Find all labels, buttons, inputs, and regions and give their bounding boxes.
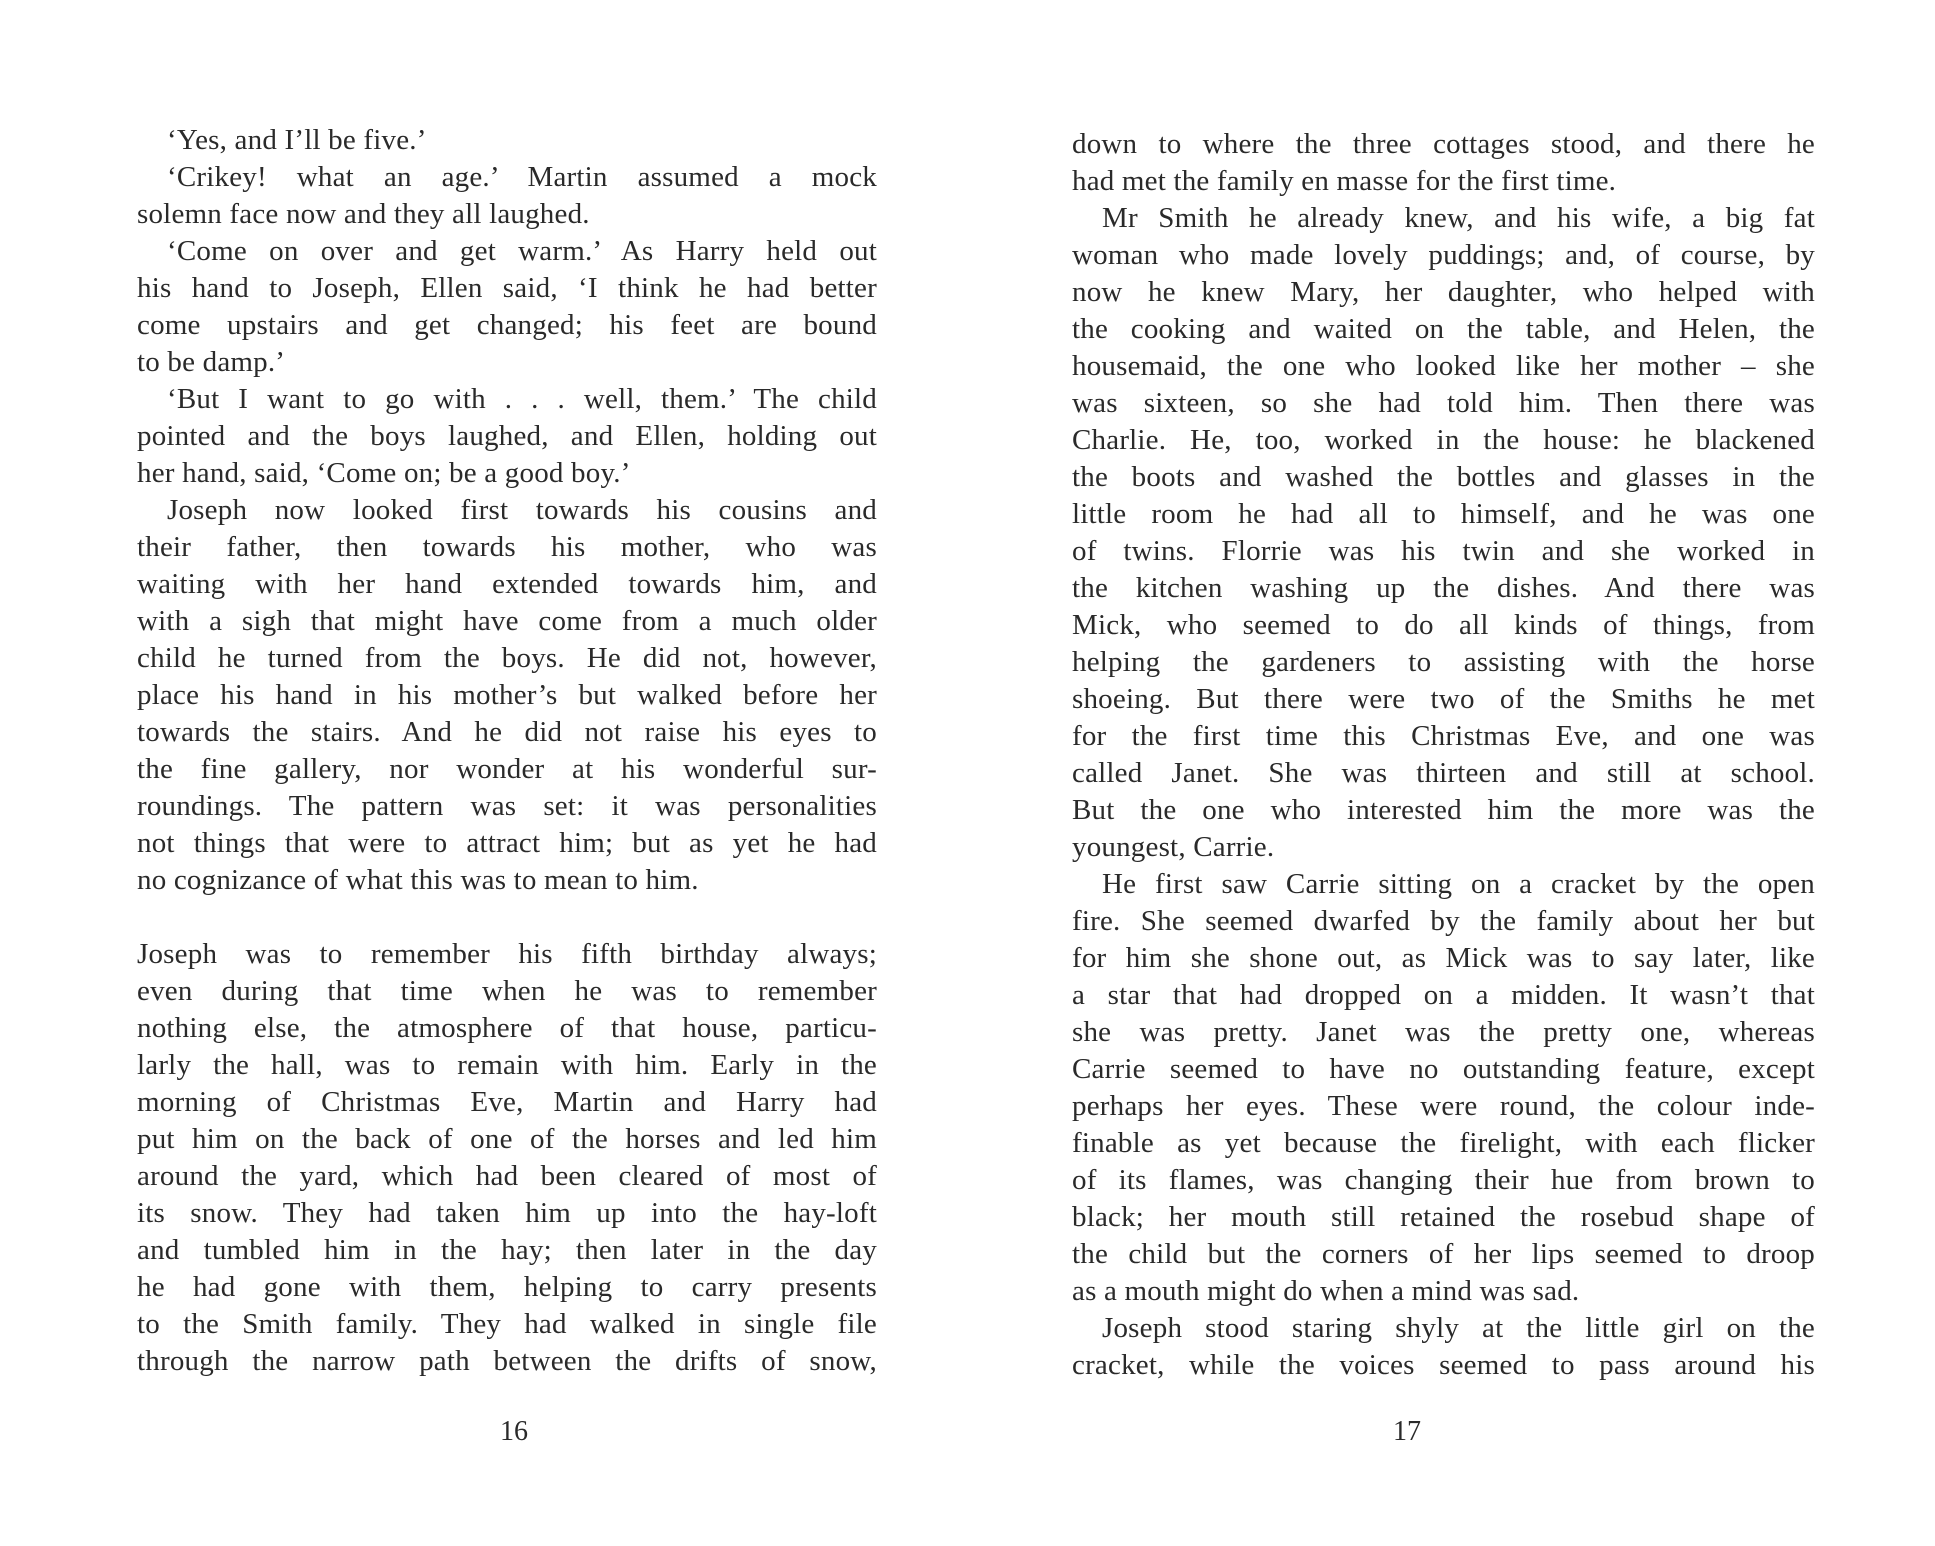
text-line: larly the hall, was to remain with him. Early in the xyxy=(137,1049,877,1081)
text-line: of twins. Florrie was his twin and she worked in xyxy=(1072,535,1815,567)
text-line: called Janet. She was thirteen and still at school. xyxy=(1072,757,1815,789)
text-line: Charlie. He, too, worked in the house: he blackened xyxy=(1072,424,1815,456)
left-page xyxy=(0,0,967,1546)
text-line: woman who made lovely puddings; and, of course, by xyxy=(1072,239,1815,271)
right-page xyxy=(967,0,1935,1546)
text-line: of its flames, was changing their hue from brown to xyxy=(1072,1164,1815,1196)
text-line: she was pretty. Janet was the pretty one, whereas xyxy=(1072,1016,1815,1048)
text-line: put him on the back of one of the horses and led him xyxy=(137,1123,877,1155)
text-line: to be damp.’ xyxy=(137,346,286,378)
text-line: nothing else, the atmosphere of that house, particu- xyxy=(137,1012,877,1044)
text-line: for him she shone out, as Mick was to say later, like xyxy=(1072,942,1815,974)
text-line: Joseph was to remember his fifth birthday always; xyxy=(137,938,877,970)
text-line: was sixteen, so she had told him. Then there was xyxy=(1072,387,1815,419)
text-line: child he turned from the boys. He did not, however, xyxy=(137,642,877,674)
text-line: as a mouth might do when a mind was sad. xyxy=(1072,1275,1580,1307)
text-line: had met the family en masse for the first time. xyxy=(1072,165,1617,197)
text-line: He first saw Carrie sitting on a cracket by the open xyxy=(1102,868,1815,900)
right-page-number: 17 xyxy=(1393,1416,1421,1447)
text-line: shoeing. But there were two of the Smiths he met xyxy=(1072,683,1815,715)
text-line: youngest, Carrie. xyxy=(1072,831,1275,863)
text-line: and tumbled him in the hay; then later in the day xyxy=(137,1234,877,1266)
text-line: ‘Crikey! what an age.’ Martin assumed a mock xyxy=(167,161,877,193)
text-line: solemn face now and they all laughed. xyxy=(137,198,590,230)
text-line: the child but the corners of her lips seemed to droop xyxy=(1072,1238,1815,1270)
text-line: the kitchen washing up the dishes. And there was xyxy=(1072,572,1815,604)
text-line: now he knew Mary, her daughter, who helped with xyxy=(1072,276,1815,308)
text-line: place his hand in his mother’s but walked before her xyxy=(137,679,877,711)
text-line: housemaid, the one who looked like her mother – she xyxy=(1072,350,1815,382)
text-line: not things that were to attract him; but as yet he had xyxy=(137,827,877,859)
text-line: her hand, said, ‘Come on; be a good boy.’ xyxy=(137,457,631,489)
text-line: helping the gardeners to assisting with the horse xyxy=(1072,646,1815,678)
text-line: the boots and washed the bottles and glasses in the xyxy=(1072,461,1815,493)
text-line: Joseph now looked first towards his cousins and xyxy=(167,494,877,526)
text-line: its snow. They had taken him up into the hay-loft xyxy=(137,1197,877,1229)
text-line: ‘Come on over and get warm.’ As Harry held out xyxy=(167,235,877,267)
text-line: with a sigh that might have come from a much older xyxy=(137,605,877,637)
text-line: he had gone with them, helping to carry presents xyxy=(137,1271,877,1303)
text-line: black; her mouth still retained the rosebud shape of xyxy=(1072,1201,1815,1233)
text-line: Mr Smith he already knew, and his wife, a big fat xyxy=(1102,202,1815,234)
text-line: even during that time when he was to remember xyxy=(137,975,877,1007)
text-line: for the first time this Christmas Eve, and one was xyxy=(1072,720,1815,752)
text-line: a star that had dropped on a midden. It wasn’t that xyxy=(1072,979,1815,1011)
text-line: But the one who interested him the more was the xyxy=(1072,794,1815,826)
text-line: finable as yet because the firelight, with each flicker xyxy=(1072,1127,1815,1159)
text-line: ‘But I want to go with . . . well, them.’ The child xyxy=(167,383,877,415)
text-line: the fine gallery, nor wonder at his wonderful sur- xyxy=(137,753,877,785)
right-page-text xyxy=(1072,126,1815,1384)
text-line: roundings. The pattern was set: it was personalities xyxy=(137,790,877,822)
text-line: pointed and the boys laughed, and Ellen, holding out xyxy=(137,420,877,452)
text-line: ‘Yes, and I’ll be five.’ xyxy=(167,124,427,156)
left-page-text xyxy=(137,122,877,1380)
text-line: the cooking and waited on the table, and Helen, the xyxy=(1072,313,1815,345)
text-line: Mick, who seemed to do all kinds of things, from xyxy=(1072,609,1815,641)
text-line: little room he had all to himself, and he was one xyxy=(1072,498,1815,530)
text-line: around the yard, which had been cleared of most of xyxy=(137,1160,877,1192)
text-line: their father, then towards his mother, who was xyxy=(137,531,877,563)
text-line: waiting with her hand extended towards him, and xyxy=(137,568,877,600)
section-break xyxy=(137,899,877,936)
text-line: through the narrow path between the drifts of snow, xyxy=(137,1345,877,1377)
left-page-number: 16 xyxy=(500,1416,528,1447)
text-line: towards the stairs. And he did not raise his eyes to xyxy=(137,716,877,748)
text-line: no cognizance of what this was to mean to him. xyxy=(137,864,699,896)
text-line: cracket, while the voices seemed to pass around his xyxy=(1072,1349,1815,1381)
text-line: morning of Christmas Eve, Martin and Harry had xyxy=(137,1086,877,1118)
text-line: perhaps her eyes. These were round, the colour inde- xyxy=(1072,1090,1815,1122)
text-line: fire. She seemed dwarfed by the family about her but xyxy=(1072,905,1815,937)
text-line: down to where the three cottages stood, and there he xyxy=(1072,128,1815,160)
text-line: his hand to Joseph, Ellen said, ‘I think he had better xyxy=(137,272,877,304)
text-line: come upstairs and get changed; his feet are bound xyxy=(137,309,877,341)
text-line: to the Smith family. They had walked in single file xyxy=(137,1308,877,1340)
text-line: Joseph stood staring shyly at the little girl on the xyxy=(1102,1312,1815,1344)
text-line: Carrie seemed to have no outstanding feature, except xyxy=(1072,1053,1815,1085)
